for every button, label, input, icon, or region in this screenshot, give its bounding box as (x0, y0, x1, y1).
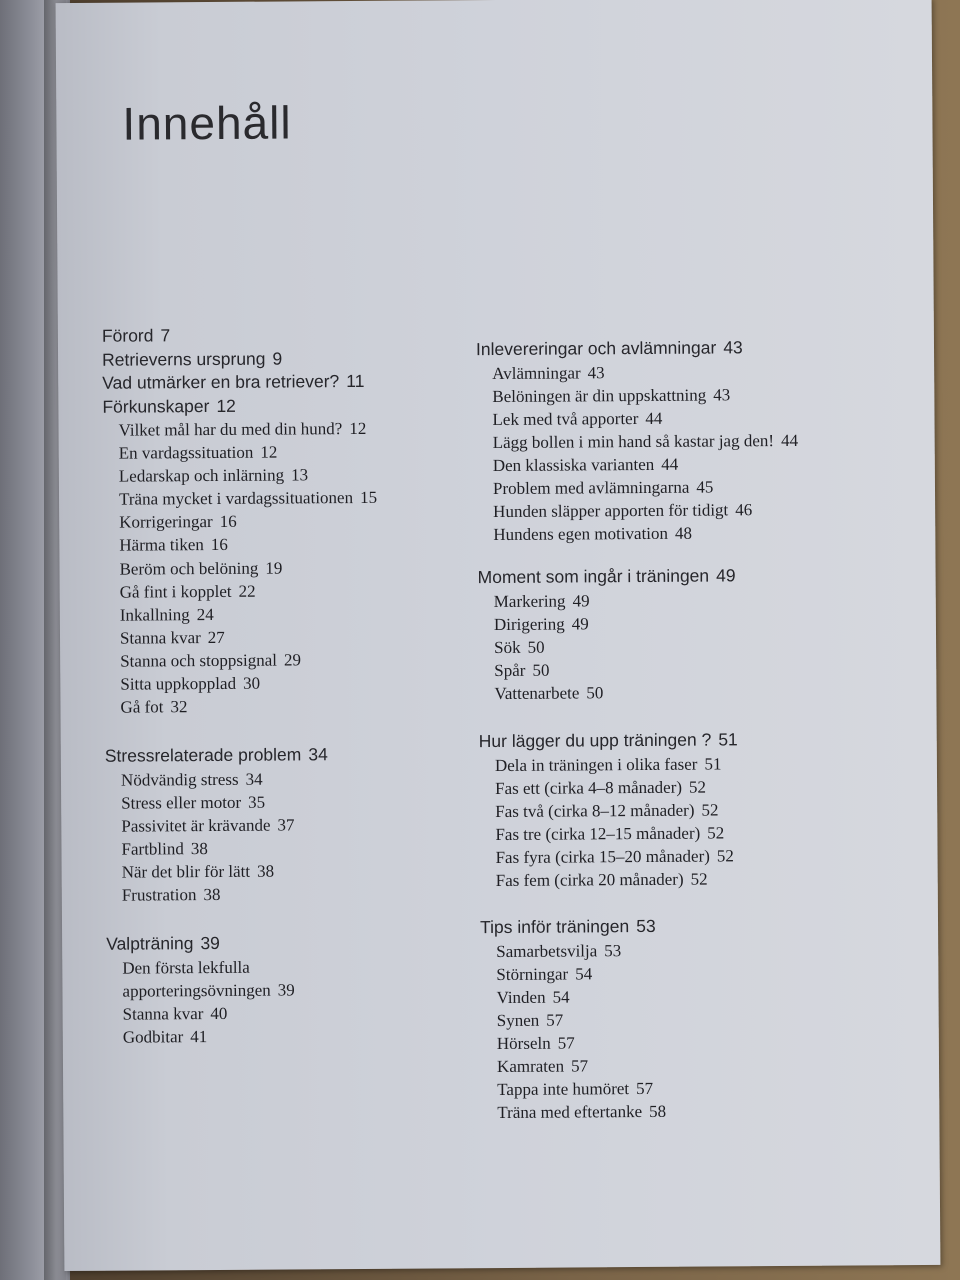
toc-entry-title: Förkunskaper (102, 395, 210, 417)
toc-subentry (477, 498, 857, 524)
toc-subentry (481, 1029, 861, 1055)
toc-entry-title: Vinden (496, 987, 546, 1007)
toc-page-number: 46 (735, 500, 753, 520)
toc-subentry (479, 797, 859, 823)
toc-entry-title: Passivitet är krävande (121, 815, 271, 836)
toc-entry-title: Fas fem (cirka 20 månader) (495, 869, 684, 890)
toc-page-number: 7 (160, 325, 171, 346)
toc-entry-title: Belöningen är din uppskattning (492, 385, 707, 406)
toc-entry-title: Fartblind (121, 838, 184, 859)
toc-page-number: 48 (674, 523, 693, 543)
toc-page-number: 39 (200, 932, 220, 954)
toc-entry-title: Stanna kvar (122, 1003, 204, 1024)
toc-section (478, 563, 859, 705)
toc-subentry (480, 960, 860, 986)
toc-subentry (477, 521, 857, 547)
toc-subentry (480, 937, 860, 963)
toc-subentry (102, 416, 482, 442)
toc-chapter-entry (102, 369, 482, 395)
toc-chapter-entry (478, 563, 858, 589)
toc-entry-title: Lägg bollen i min hand så kastar jag den! (492, 430, 775, 452)
toc-entry-title: Hundens egen motivation (493, 523, 669, 545)
toc-section (476, 335, 857, 546)
toc-subentry (104, 578, 484, 604)
toc-entry-title: Fas tre (cirka 12–15 månader) (495, 823, 701, 844)
toc-page-number: 12 (260, 442, 278, 462)
toc-subentry (105, 789, 485, 815)
toc-entry-title: Gå fint i kopplet (119, 581, 232, 602)
toc-page-number: 15 (359, 488, 378, 508)
toc-subentry (476, 405, 856, 431)
toc-entry-title: Nödvändig stress (120, 769, 239, 790)
toc-subentry (103, 532, 483, 558)
toc-subentry (103, 439, 483, 465)
toc-entry-title: Sitta uppkopplad (120, 673, 237, 694)
toc-entry-title: Korrigeringar (119, 512, 213, 533)
toc-entry-title: Stanna och stoppsignal (120, 650, 278, 671)
toc-chapter-entry (105, 742, 485, 768)
toc-page-number: 44 (645, 408, 663, 428)
toc-entry-title: Vilket mål har du med din hund? (118, 419, 343, 440)
toc-subentry (104, 670, 484, 696)
toc-entry-title: Problem med avlämningarna (492, 477, 690, 498)
toc-entry-title: Den klassiska varianten (492, 454, 655, 475)
toc-page-number: 52 (707, 823, 725, 843)
toc-page-number: 50 (586, 683, 604, 703)
toc-page-number: 30 (242, 673, 261, 693)
toc-entry-title: Härma tiken (119, 535, 204, 556)
toc-subentry (481, 1052, 861, 1078)
toc-entry-title: Tappa inte humöret (497, 1079, 630, 1100)
toc-page-number: 53 (604, 940, 622, 960)
toc-subentry (481, 1099, 861, 1125)
toc-page-number: 35 (248, 792, 266, 812)
toc-entry-title: Spår (494, 660, 526, 680)
toc-subentry (104, 647, 484, 673)
toc-entry-title: Frustration (121, 885, 197, 905)
toc-subentry (105, 766, 485, 792)
toc-entry-title: Träna mycket i vardagssituationen (118, 488, 354, 509)
toc-entry-title: Inkallning (119, 604, 190, 625)
toc-page-number: 51 (718, 729, 738, 750)
toc-page-number: 49 (571, 613, 589, 634)
toc-chapter-entry (480, 913, 860, 939)
toc-section (480, 913, 861, 1124)
toc-entry-title: Inlevereringar och avlämningar (475, 337, 717, 360)
toc-subentry (481, 1076, 861, 1102)
toc-entry-title: Vattenarbete (494, 683, 580, 703)
toc-chapter-entry (106, 930, 486, 956)
toc-subentry (103, 555, 483, 581)
toc-entry-title: Tips inför träningen (479, 916, 630, 938)
toc-entry-title: Stressrelaterade problem (104, 744, 302, 766)
toc-page-number: 24 (196, 604, 214, 624)
toc-entry-title: Hörseln (496, 1033, 551, 1053)
toc-chapter-entry (102, 322, 482, 348)
toc-subentry (477, 474, 857, 500)
toc-entry-title: När det blir för lätt (121, 861, 251, 882)
toc-subentry (481, 1006, 861, 1032)
toc-subentry (106, 977, 486, 1003)
toc-entry-title: Markering (493, 591, 566, 611)
toc-subentry (107, 1023, 487, 1049)
toc-entry-title: Lek med två apporter (492, 408, 639, 429)
toc-page-number: 12 (349, 418, 367, 439)
toc-page-number: 53 (636, 915, 656, 937)
toc-page-number: 9 (272, 348, 283, 369)
toc-page-number: 52 (716, 846, 734, 866)
toc-subentry (476, 359, 856, 385)
toc-page-number: 54 (575, 963, 593, 984)
toc-entry-title: Fas två (cirka 8–12 månader) (495, 800, 695, 821)
toc-page-number: 16 (219, 512, 237, 532)
toc-chapter-entry (102, 393, 482, 419)
toc-subentry (106, 954, 486, 980)
toc-subentry (107, 1000, 487, 1026)
toc-entry-title: Samarbetsvilja (496, 940, 598, 961)
toc-page-number: 52 (701, 800, 719, 820)
toc-entry-title: Kamraten (496, 1056, 565, 1076)
toc-subentry (103, 508, 483, 534)
toc-page-number: 32 (170, 697, 188, 717)
toc-page-number: 50 (527, 637, 545, 657)
toc-subentry (479, 843, 859, 869)
toc-page-number: 39 (277, 980, 295, 1000)
toc-subentry (478, 679, 858, 705)
toc-subentry (479, 774, 859, 800)
toc-page-number: 12 (216, 395, 236, 416)
page-title: Innehåll (122, 96, 292, 150)
toc-page-number: 11 (346, 370, 365, 392)
toc-subentry (479, 820, 859, 846)
toc-entry-title: Fas fyra (cirka 15–20 månader) (495, 846, 710, 867)
toc-entry-title: Störningar (496, 964, 569, 984)
toc-entry-title: Stanna kvar (119, 627, 201, 648)
toc-page-number: 43 (587, 362, 605, 382)
toc-subentry (478, 633, 858, 659)
toc-page-number: 54 (552, 987, 570, 1007)
toc-entry-title: Gå fot (120, 697, 164, 717)
toc-chapter-entry (476, 335, 856, 361)
toc-entry-title: Synen (496, 1010, 540, 1030)
toc-subentry (480, 983, 860, 1009)
book-page (56, 0, 941, 1271)
toc-page-number: 34 (245, 769, 263, 789)
toc-page-number: 19 (265, 558, 283, 578)
toc-section (106, 930, 487, 1049)
toc-entry-title: Sök (494, 637, 521, 657)
toc-page-number: 57 (557, 1033, 575, 1053)
toc-page-number: 38 (256, 861, 275, 881)
toc-section (102, 322, 485, 719)
toc-page-number: 37 (277, 815, 295, 835)
toc-page-number: 38 (190, 838, 208, 858)
toc-entry-title: Hunden släpper apporten för tidigt (493, 500, 729, 522)
toc-entry-title: Ledarskap och inlärning (118, 465, 285, 486)
toc-subentry (104, 693, 484, 719)
toc-section (479, 727, 860, 892)
toc-subentry (478, 610, 858, 636)
toc-page-number: 52 (688, 777, 707, 797)
toc-entry-title: Beröm och belöning (119, 558, 259, 579)
toc-page-number: 27 (207, 627, 225, 647)
toc-page-number: 22 (238, 581, 256, 601)
toc-page-number: 45 (696, 477, 714, 497)
toc-subentry (105, 835, 485, 861)
toc-entry-title: En vardagssituation (118, 442, 254, 463)
toc-chapter-entry (102, 346, 482, 372)
toc-entry-title: apporteringsövningen (122, 980, 271, 1001)
toc-page-number: 40 (210, 1003, 228, 1023)
toc-chapter-entry (479, 727, 859, 753)
toc-page-number: 50 (532, 660, 550, 680)
toc-subentry (478, 656, 858, 682)
toc-page-number: 49 (572, 590, 590, 610)
toc-subentry (103, 462, 483, 488)
toc-page-number: 34 (308, 744, 328, 765)
toc-page-number: 29 (283, 650, 302, 670)
toc-entry-title: Vad utmärker en bra retriever? (102, 371, 340, 393)
toc-page-number: 57 (636, 1078, 654, 1099)
toc-entry-title: Valpträning (106, 933, 194, 954)
toc-entry-title: Träna med eftertanke (497, 1102, 643, 1123)
toc-subentry (479, 751, 859, 777)
toc-page-number: 43 (713, 384, 731, 405)
toc-entry-title: Hur lägger du upp träningen ? (478, 729, 712, 752)
toc-page-number: 13 (291, 465, 309, 485)
toc-subentry (106, 858, 486, 884)
toc-subentry (106, 881, 486, 907)
toc-page-number: 44 (661, 454, 679, 474)
toc-page-number: 57 (570, 1056, 589, 1076)
toc-page-number: 43 (723, 337, 743, 358)
toc-page-number: 16 (210, 535, 228, 555)
toc-entry-title: Moment som ingår i träningen (477, 565, 710, 588)
toc-entry-title: Förord (101, 325, 154, 346)
toc-subentry (477, 451, 857, 477)
toc-subentry (105, 812, 485, 838)
toc-page-number: 52 (690, 869, 708, 889)
toc-subentry (476, 382, 856, 408)
toc-entry-title: Den första lekfulla (122, 957, 250, 978)
toc-page-number: 51 (704, 753, 722, 774)
toc-entry-title: Retrieverns ursprung (102, 348, 266, 370)
toc-page-number: 49 (716, 565, 736, 586)
toc-entry-title: Stress eller motor (121, 792, 242, 813)
toc-entry-title: Dela in träningen i olika faser (494, 754, 698, 775)
toc-entry-title: Fas ett (cirka 4–8 månader) (495, 777, 683, 798)
toc-subentry (104, 601, 484, 627)
toc-subentry (478, 587, 858, 613)
toc-subentry (103, 485, 483, 511)
toc-page-number: 58 (649, 1101, 667, 1122)
toc-section (105, 742, 486, 907)
toc-page-number: 57 (546, 1010, 564, 1030)
toc-page-number: 44 (780, 430, 799, 450)
toc-subentry (480, 866, 860, 892)
toc-subentry (477, 428, 857, 454)
toc-page-number: 38 (203, 884, 221, 905)
toc-page-number: 41 (190, 1026, 208, 1046)
toc-entry-title: Dirigering (493, 614, 565, 634)
toc-subentry (104, 624, 484, 650)
toc-entry-title: Avlämningar (492, 362, 581, 383)
toc-entry-title: Godbitar (122, 1026, 184, 1047)
